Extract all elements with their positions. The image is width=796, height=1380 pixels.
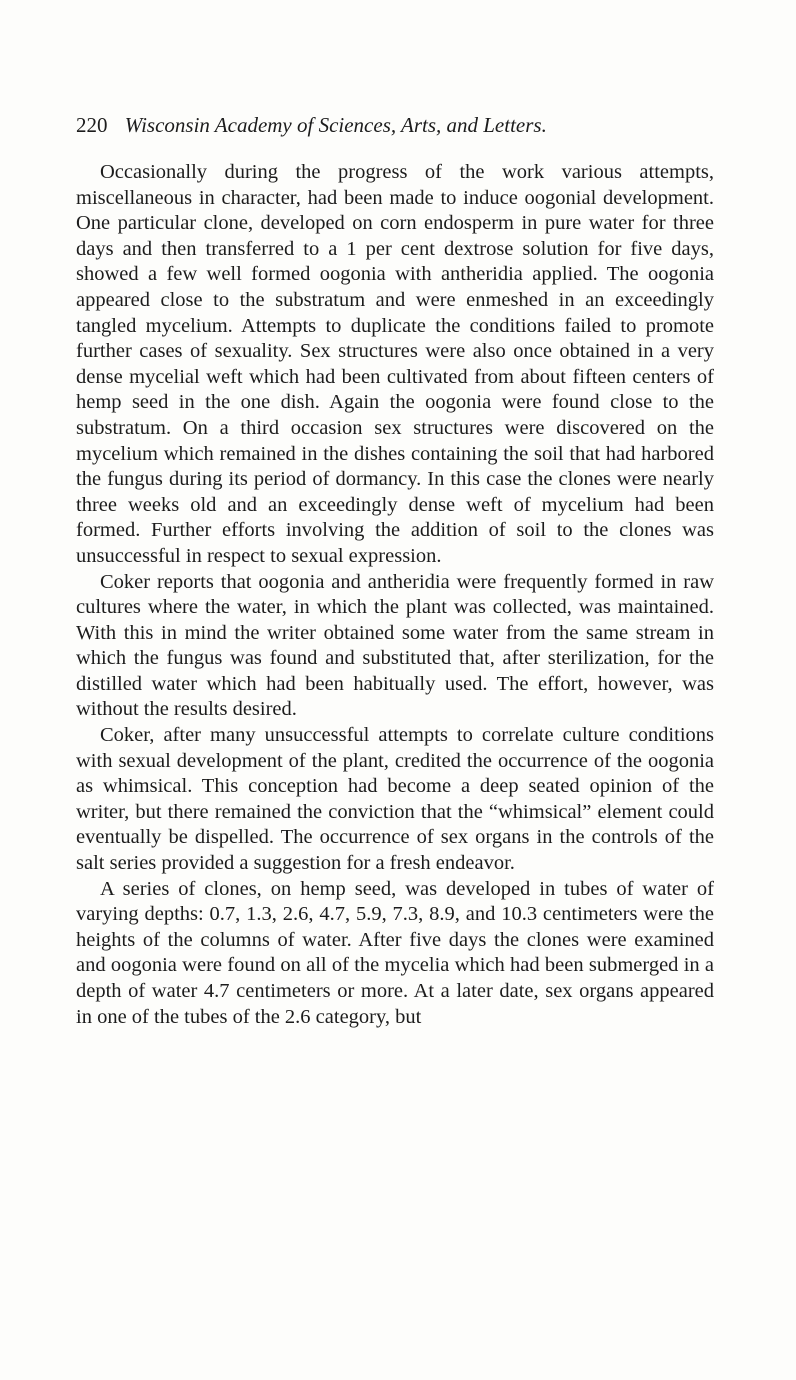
page-number: 220	[76, 113, 108, 137]
body-text	[76, 160, 714, 1030]
running-head	[76, 110, 716, 140]
paragraph-sexuality-attempts: Occasionally during the progress of the work various attempts, miscellaneous in character, had been made to induce oogonial development. One particular clone, developed on corn endosperm in pure water for three days and then transferred to a 1 per cent dextrose solution for five days, showed a few well formed oogonia with antheridia applied. The oogonia appeared close to the substratum and were enmeshed in an exceedingly tangled mycelium. Attempts to duplicate the conditions failed to promote further cases of sexuality. Sex structures were also once obtained in a very dense mycelial weft which had been cultivated from about fifteen centers of hemp seed in the one dish. Again the oogonia were found close to the substratum. On a third occasion sex structures were discovered on the mycelium which remained in the dishes containing the soil that had harbored the fungus during its period of dormancy. In this case the clones were nearly three weeks old and an exceedingly dense weft of mycelium had been formed. Further efforts involving the addition of soil to the clones was unsuccessful in respect to sexual expression.	[76, 161, 714, 567]
paragraph-water-depths: A series of clones, on hemp seed, was developed in tubes of water of varying depths: 0.7, 1.3, 2.6, 4.7, 5.9, 7.3, 8.9, and 10.3 centimeters were the heights of the columns of water. After five days the clones were examined and oogonia were found on all of the mycelia which had been submerged in a depth of water 4.7 centimeters or more. At a later date, sex organs appeared in one of the tubes of the 2.6 category, but	[76, 877, 714, 1028]
journal-title: Wisconsin Academy of Sciences, Arts, and Letters.	[124, 113, 547, 137]
paragraph-whimsical: Coker, after many unsuccessful attempts to correlate culture conditions with sexual development of the plant, credited the occurrence of the oogonia as whimsical. This conception had become a deep seated opinion of the writer, but there remained the conviction that the “whimsical” element could eventually be dispelled. The occurrence of sex organs in the controls of the salt series provided a suggestion for a fresh endeavor.	[76, 724, 714, 875]
paragraph-coker-raw-cultures: Coker reports that oogonia and antheridia were frequently formed in raw cultures where the water, in which the plant was collected, was maintained. With this in mind the writer obtained some water from the same stream in which the fungus was found and substituted that, after sterilization, for the distilled water which had been habitually used. The effort, however, was without the results desired.	[76, 570, 714, 721]
